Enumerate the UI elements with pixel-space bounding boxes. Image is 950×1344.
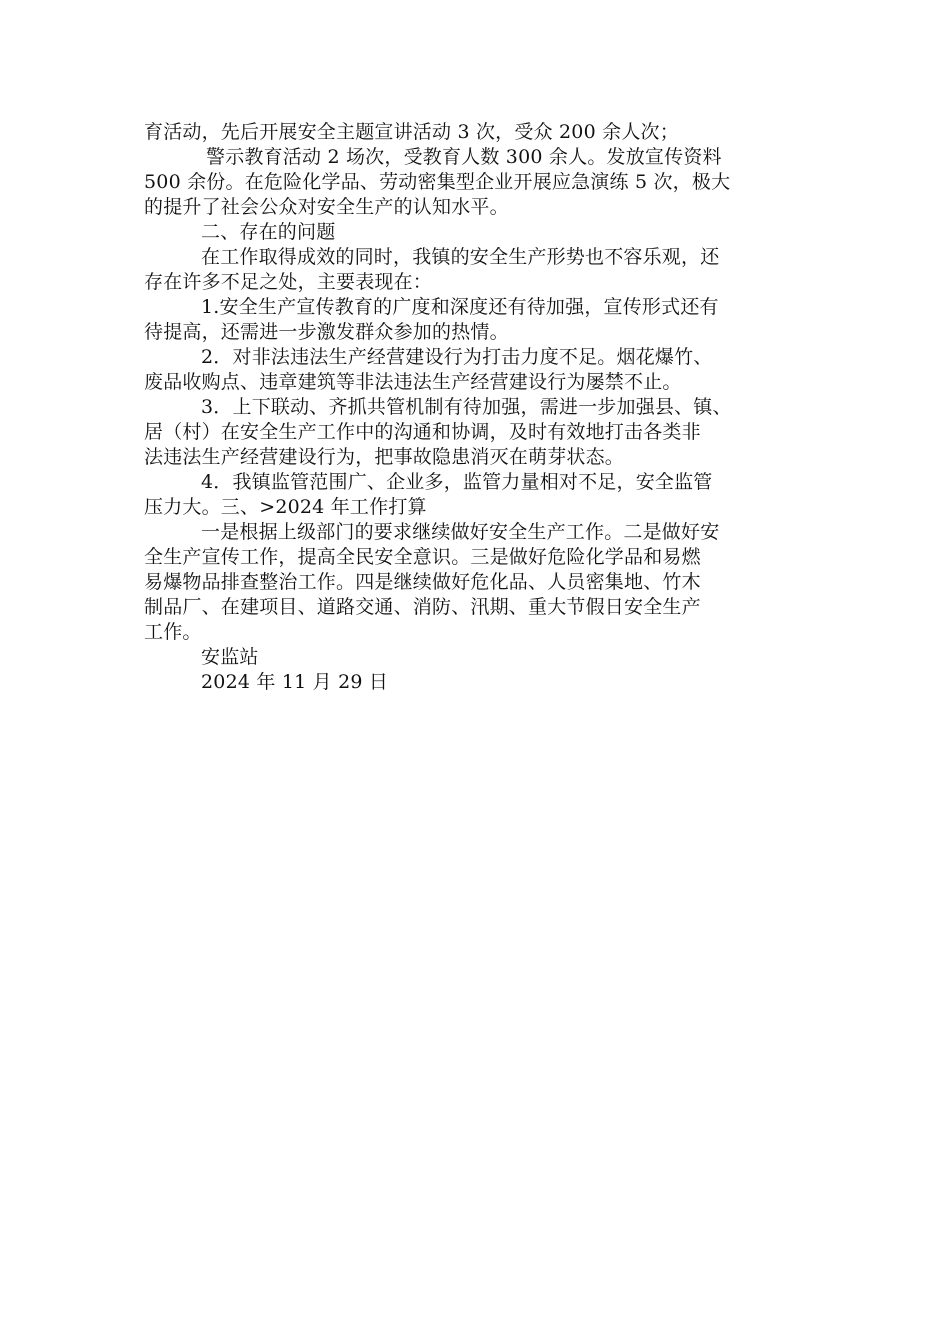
list-item-line: 2．对非法违法生产经营建设行为打击力度不足。烟花爆竹、: [201, 346, 713, 368]
signature-org: 安监站: [201, 646, 259, 668]
section-heading: 二、存在的问题: [201, 221, 336, 243]
paragraph-line: 育活动，先后开展安全主题宣讲活动 3 次，受众 200 余人次；: [144, 121, 679, 143]
list-item-line: 居（村）在安全生产工作中的沟通和协调，及时有效地打击各类非: [144, 421, 701, 443]
list-item-line: 待提高，还需进一步激发群众参加的热情。: [144, 321, 509, 343]
list-item-line: 法违法生产经营建设行为，把事故隐患消灭在萌芽状态。: [144, 446, 625, 468]
list-item-line: 废品收购点、违章建筑等非法违法生产经营建设行为屡禁不止。: [144, 371, 682, 393]
paragraph-line: 警示教育活动 2 场次，受教育人数 300 余人。发放宣传资料: [206, 146, 722, 168]
paragraph-line: 工作。: [144, 621, 202, 643]
signature-date: 2024 年 11 月 29 日: [201, 671, 389, 693]
paragraph-line: 在工作取得成效的同时，我镇的安全生产形势也不容乐观，还: [201, 246, 720, 268]
paragraph-line: 存在许多不足之处，主要表现在：: [144, 271, 433, 293]
paragraph-line: 的提升了社会公众对安全生产的认知水平。: [144, 196, 509, 218]
paragraph-line: 易爆物品排查整治工作。四是继续做好危化品、人员密集地、竹木: [144, 571, 701, 593]
document-body: [144, 120, 812, 695]
list-item-line: 压力大。三、>2024 年工作打算: [144, 496, 427, 518]
list-item-line: 4．我镇监管范围广、企业多，监管力量相对不足，安全监管: [201, 471, 713, 493]
paragraph-line: 500 余份。在危险化学品、劳动密集型企业开展应急演练 5 次，极大: [144, 171, 731, 193]
list-item-line: 3．上下联动、齐抓共管机制有待加强，需进一步加强县、镇、: [201, 396, 732, 418]
paragraph-line: 全生产宣传工作，提高全民安全意识。三是做好危险化学品和易燃: [144, 546, 701, 568]
paragraph-line: 制品厂、在建项目、道路交通、消防、汛期、重大节假日安全生产: [144, 596, 701, 618]
paragraph-line: 一是根据上级部门的要求继续做好安全生产工作。二是做好安: [201, 521, 720, 543]
list-item-line: 1.安全生产宣传教育的广度和深度还有待加强，宣传形式还有: [201, 296, 719, 318]
